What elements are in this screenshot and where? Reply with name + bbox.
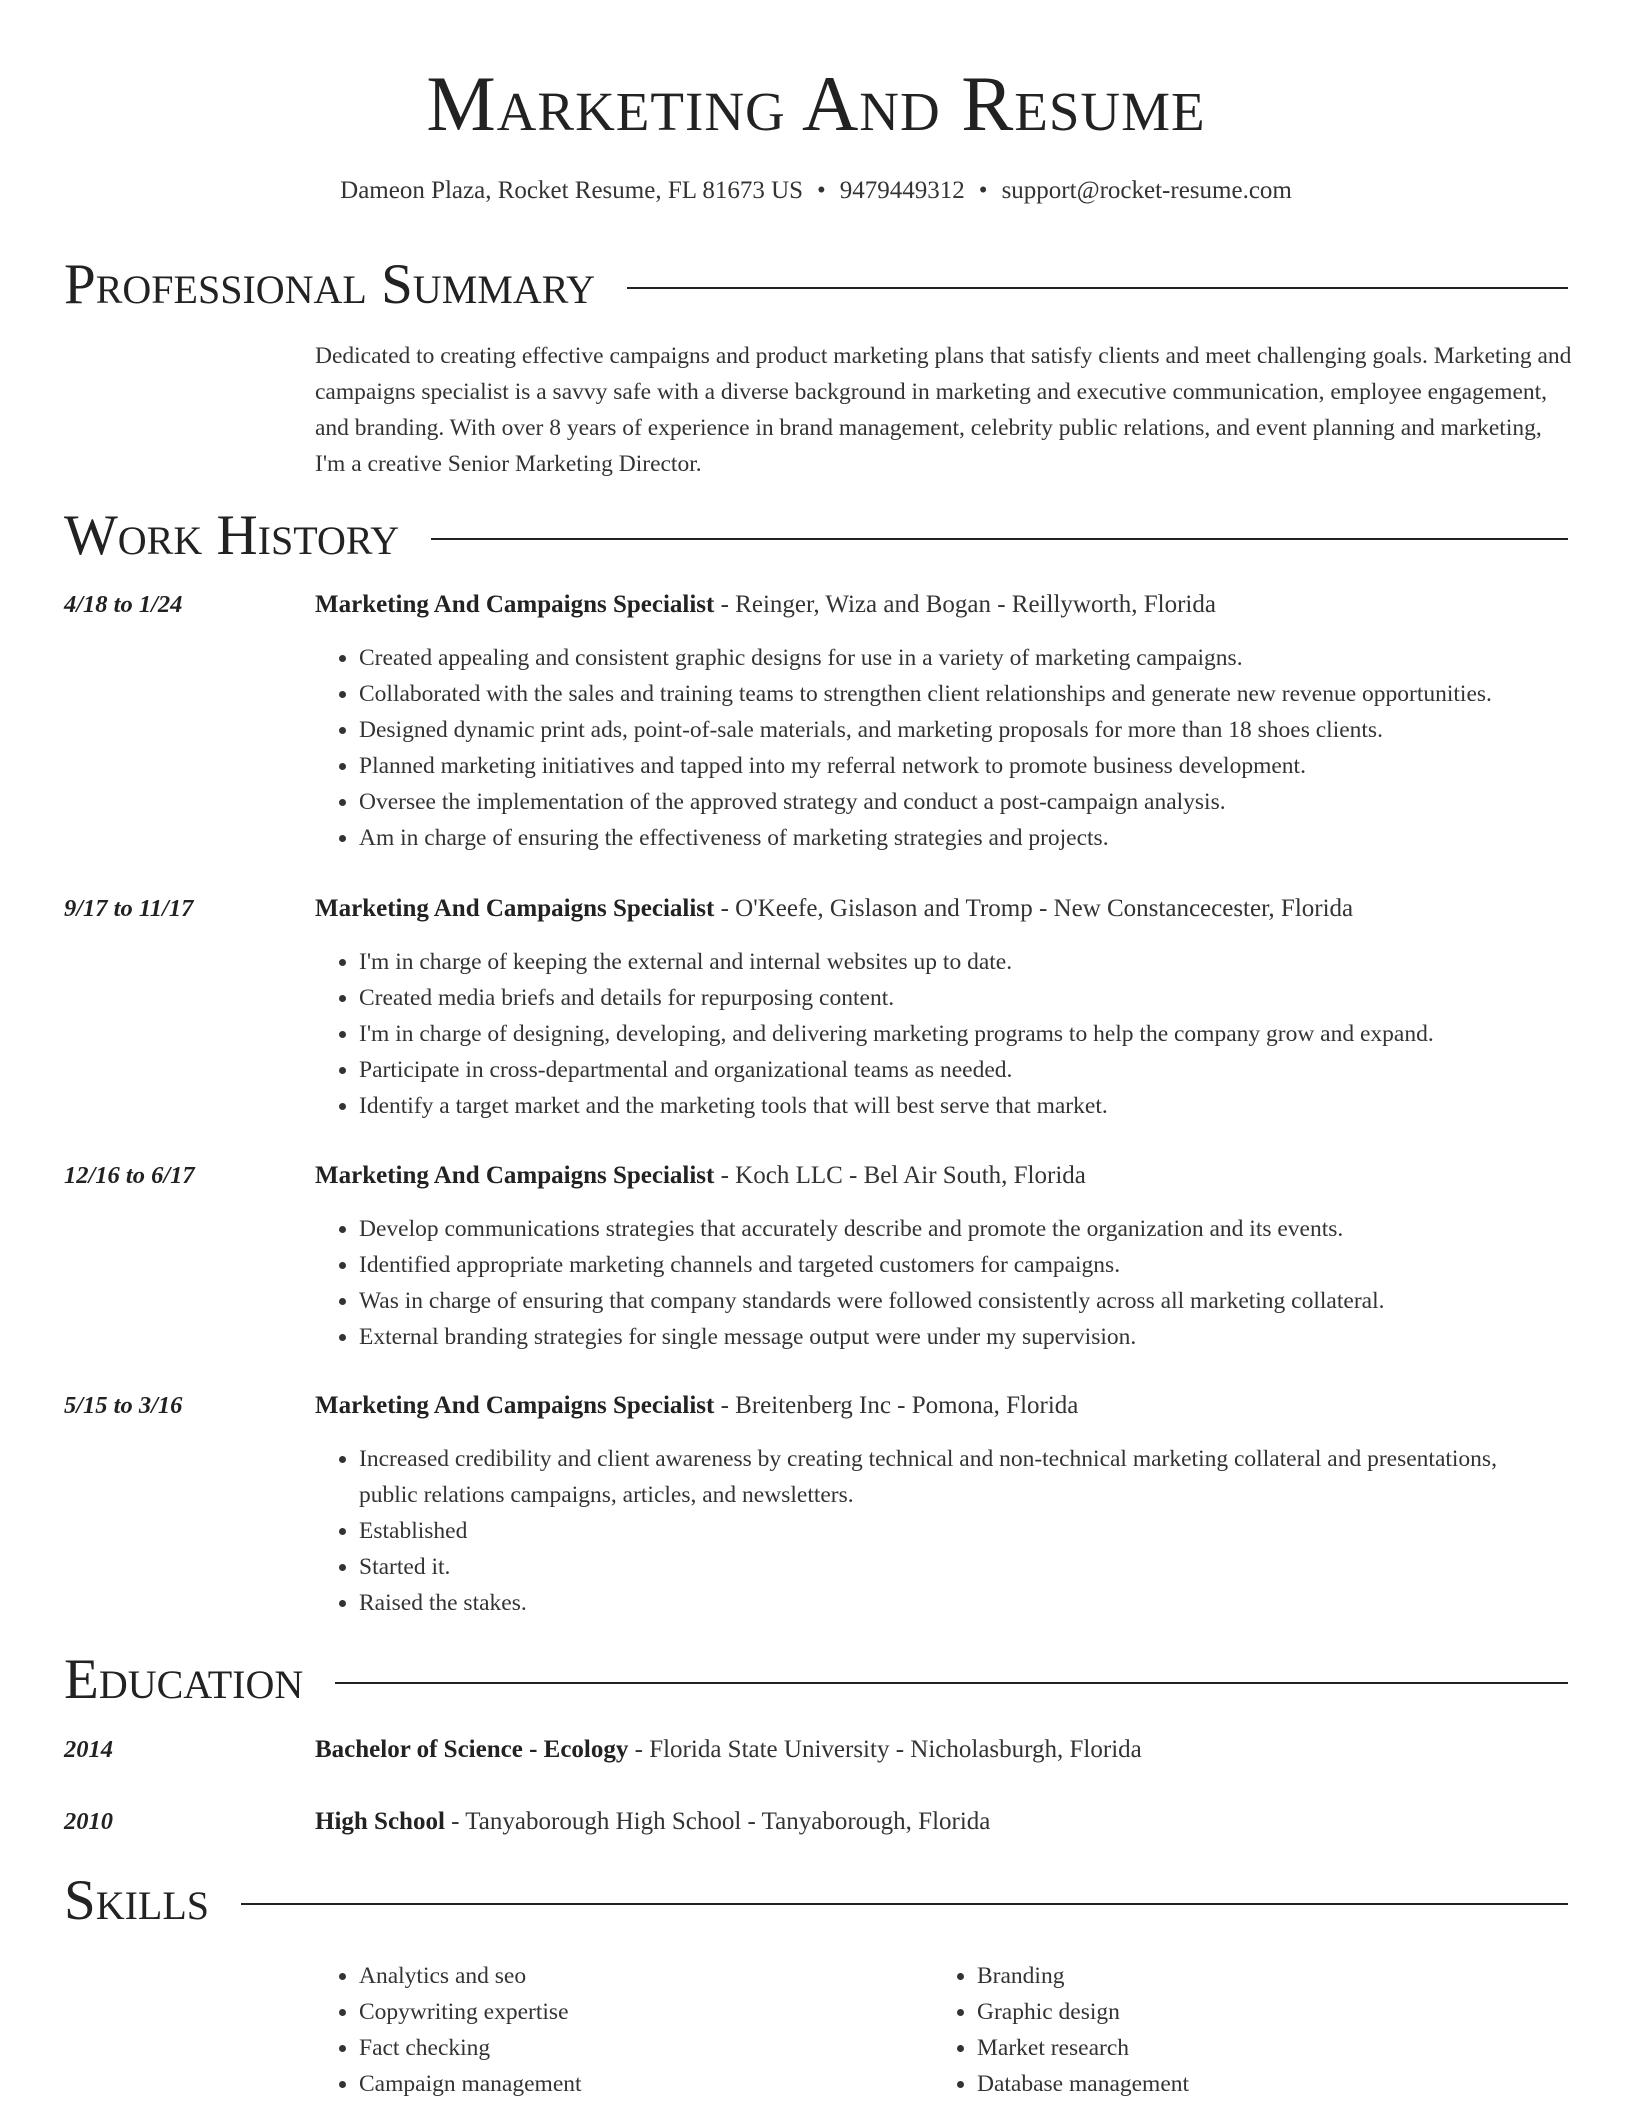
contact-email: support@rocket-resume.com [1001, 177, 1292, 204]
contact-address: Dameon Plaza, Rocket Resume, FL 81673 US [340, 177, 804, 204]
job-details: - O'Keefe, Gislason and Tromp - New Constancecester, Florida [714, 895, 1354, 922]
school-details: - Tanyaborough High School - Tanyaborough, Florida [444, 1808, 991, 1835]
summary-text: Dedicated to creating effective campaigns and product marketing plans that satisfy clients and meet challenging goals. Marketing and campaigns specialist is a savvy safe with a diverse background in marketing and executive communication, employee engagement, and branding. With over 8 years of experience in brand management, celebrity public relations, and event planning and marketing, I'm a creative Senior Marketing Director. [315, 343, 1572, 477]
skill-item: • Branding [977, 1958, 1189, 1994]
education-year: 2014 [64, 1736, 113, 1763]
work-entry-dates: 4/18 to 1/24 [64, 591, 183, 618]
list-item: • Designed dynamic print ads, point-of-sale materials, and marketing proposals for more than 18 shoes clients. [359, 712, 1621, 748]
section-education-header [64, 1649, 1568, 1711]
contact-separator: • [817, 177, 826, 204]
list-item: • Identify a target market and the marketing tools that will best serve that market. [359, 1088, 1621, 1124]
list-item: • Created media briefs and details for repurposing content. [359, 980, 1621, 1016]
contact-separator: • [978, 177, 988, 204]
list-item: • Created appealing and consistent graphic designs for use in a variety of marketing campaigns. [359, 640, 1621, 676]
work-entry-bullets [315, 640, 1621, 856]
list-item: • I'm in charge of designing, developing, and delivering marketing programs to help the company grow and expand. [359, 1016, 1621, 1052]
contact-phone: 9479449312 [839, 177, 965, 204]
section-divider [627, 287, 1568, 289]
work-entry-bullets [315, 944, 1621, 1124]
section-work-header [64, 505, 1568, 567]
work-entry-dates: 9/17 to 11/17 [64, 895, 194, 922]
job-title: Marketing And Campaigns Specialist [315, 1392, 715, 1419]
section-title-work: Work History [64, 504, 400, 567]
section-skills-header [64, 1870, 1568, 1932]
school-details: - Florida State University - Nicholasburgh, Florida [628, 1736, 1142, 1763]
section-summary-header [64, 254, 1568, 316]
list-item: • Increased credibility and client awareness by creating technical and non-technical marketing collateral and presentations, public relations campaigns, articles, and newsletters. [359, 1441, 1519, 1513]
list-item: • Was in charge of ensuring that company standards were followed consistently across all marketing collateral. [359, 1283, 1621, 1319]
job-title: Marketing And Campaigns Specialist [315, 591, 715, 618]
education-entry [315, 1807, 990, 1837]
degree-title: High School [315, 1808, 445, 1835]
skill-item: • Copywriting expertise [359, 1994, 582, 2030]
job-details: - Koch LLC - Bel Air South, Florida [714, 1162, 1086, 1189]
list-item: • Am in charge of ensuring the effectiveness of marketing strategies and projects. [359, 820, 1621, 856]
section-divider [335, 1682, 1568, 1684]
skill-item: • Fact checking [359, 2030, 582, 2066]
job-details: - Breitenberg Inc - Pomona, Florida [714, 1392, 1079, 1419]
job-title: Marketing And Campaigns Specialist [315, 895, 715, 922]
skill-item: • Analytics and seo [359, 1958, 582, 1994]
list-item: • Participate in cross-departmental and organizational teams as needed. [359, 1052, 1621, 1088]
resume-name: Marketing And Resume [426, 60, 1206, 147]
work-entry-heading [315, 1161, 1086, 1191]
work-entry-heading [315, 590, 1216, 620]
list-item: • Develop communications strategies that accurately describe and promote the organization and its events. [359, 1211, 1621, 1247]
skill-item: • Database management [977, 2066, 1189, 2102]
work-entry-heading [315, 894, 1353, 924]
skill-item: • Market research [977, 2030, 1189, 2066]
contact-line [0, 176, 1632, 206]
list-item: • Collaborated with the sales and training teams to strengthen client relationships and generate new revenue opportunities. [359, 676, 1621, 712]
skill-item: • Campaign management [359, 2066, 582, 2102]
list-item: • Oversee the implementation of the approved strategy and conduct a post-campaign analysis. [359, 784, 1621, 820]
skill-item: • Graphic design [977, 1994, 1189, 2030]
list-item: • Raised the stakes. [359, 1585, 1519, 1621]
skills-list-left [315, 1958, 582, 2102]
section-divider [431, 538, 1568, 540]
education-year: 2010 [64, 1808, 113, 1835]
list-item: • Identified appropriate marketing channels and targeted customers for campaigns. [359, 1247, 1621, 1283]
degree-title: Bachelor of Science - Ecology [315, 1736, 629, 1763]
section-title-education: Education [64, 1648, 304, 1711]
job-title: Marketing And Campaigns Specialist [315, 1162, 715, 1189]
work-entry-heading [315, 1391, 1078, 1421]
work-entry-bullets [315, 1441, 1519, 1621]
list-item: • Planned marketing initiatives and tapped into my referral network to promote business development. [359, 748, 1621, 784]
job-details: - Reinger, Wiza and Bogan - Reillyworth, Florida [714, 591, 1216, 618]
work-entry-dates: 12/16 to 6/17 [64, 1162, 195, 1189]
section-title-summary: Professional Summary [64, 253, 596, 316]
work-entry-dates: 5/15 to 3/16 [64, 1392, 183, 1419]
section-divider [241, 1903, 1568, 1905]
education-entry [315, 1735, 1142, 1765]
list-item: • External branding strategies for single message output were under my supervision. [359, 1319, 1621, 1355]
section-title-skills: Skills [64, 1869, 210, 1932]
list-item: • Established [359, 1513, 1519, 1549]
list-item: • Started it. [359, 1549, 1519, 1585]
work-entry-bullets [315, 1211, 1621, 1355]
list-item: • I'm in charge of keeping the external and internal websites up to date. [359, 944, 1621, 980]
skills-list-right [933, 1958, 1189, 2102]
